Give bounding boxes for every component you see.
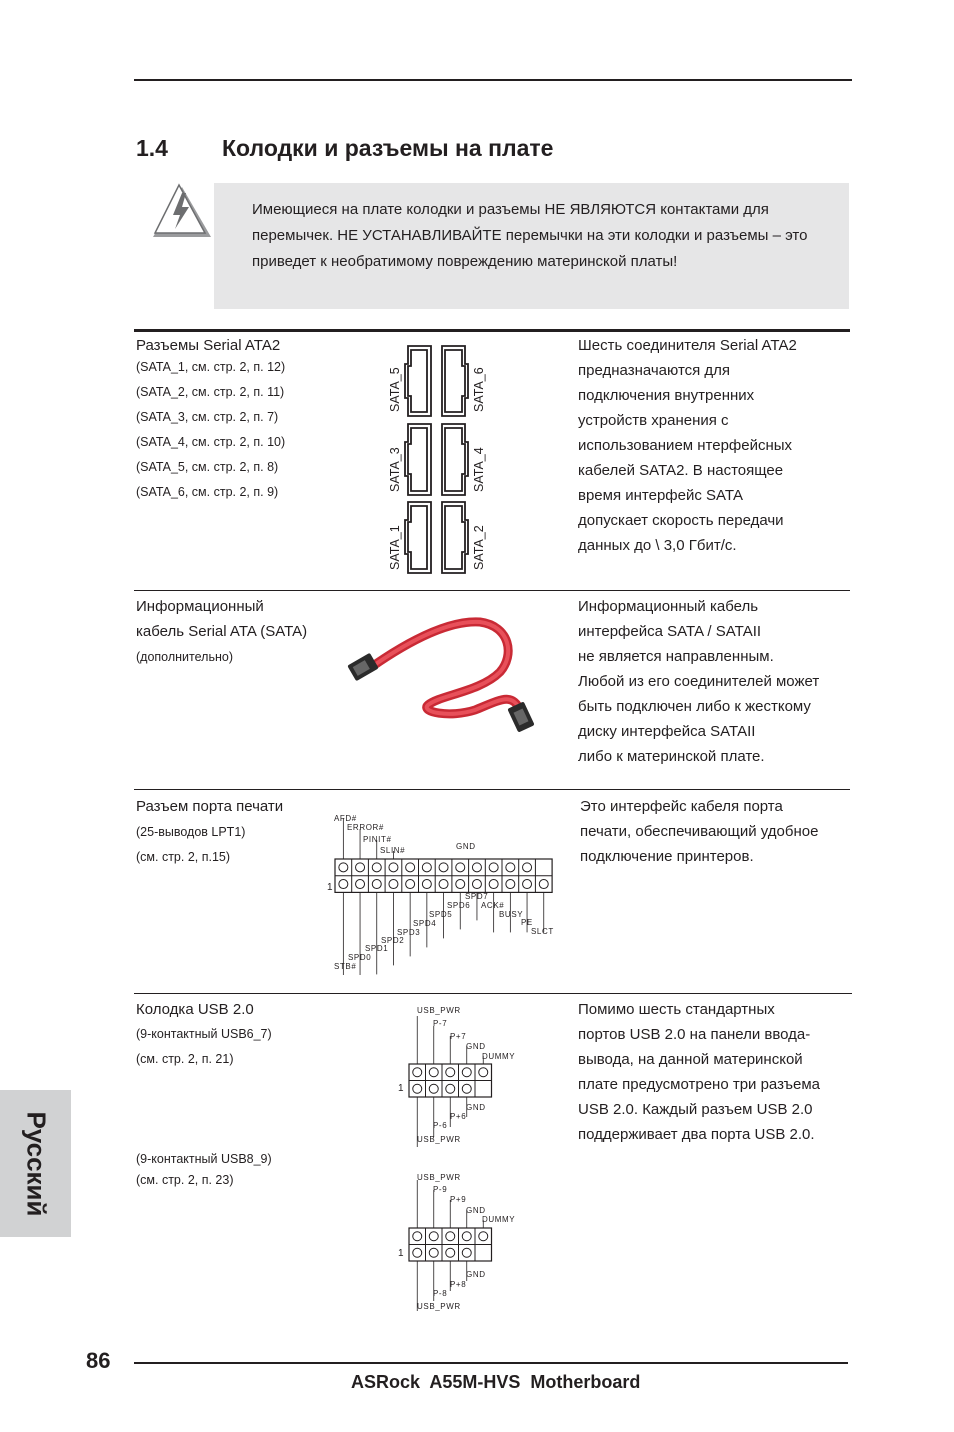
usb-pin xyxy=(462,1084,471,1093)
cable-title-1: Информационный xyxy=(136,598,264,615)
lpt-label-afd: AFD# xyxy=(334,814,357,823)
usb-pin xyxy=(413,1084,422,1093)
lpt-label-slin: SLIN# xyxy=(380,846,406,855)
lpt-pin xyxy=(339,863,348,872)
sata-cable-image xyxy=(340,600,560,750)
lpt-pin xyxy=(506,880,515,889)
usb-desc-line: поддерживает два порта USB 2.0. xyxy=(578,1126,815,1143)
usb-pin xyxy=(429,1232,438,1241)
lpt-pin xyxy=(489,863,498,872)
lpt-pin xyxy=(406,880,415,889)
usb-pin xyxy=(462,1248,471,1257)
lpt-pin xyxy=(372,880,381,889)
lpt-label-spd6: SPD6 xyxy=(447,901,471,910)
printer-ref-1: (25-выводов LPT1) xyxy=(136,825,246,839)
sata5-label: SATA_5 xyxy=(388,367,402,412)
lpt-pin xyxy=(439,880,448,889)
lpt-label-spd0: SPD0 xyxy=(348,953,372,962)
sata3-label: SATA_3 xyxy=(388,447,402,492)
cable-title-2: кабель Serial ATA (SATA) xyxy=(136,623,308,640)
usb-pin xyxy=(462,1232,471,1241)
footer-rule xyxy=(134,1362,848,1364)
usb-pin xyxy=(429,1068,438,1077)
usb-pin xyxy=(413,1232,422,1241)
usb-pin xyxy=(446,1232,455,1241)
section-rule xyxy=(134,329,850,332)
printer-desc-line: подключение принтеров. xyxy=(580,848,754,865)
lpt-pin xyxy=(489,880,498,889)
usb1-label-gnd-top: GND xyxy=(466,1042,486,1051)
usb2-label-p9p: P+9 xyxy=(450,1195,467,1204)
cable-description xyxy=(578,594,853,769)
usb2-label-pwr-bottom: USB_PWR xyxy=(417,1302,461,1311)
sata2-label: SATA_2 xyxy=(472,525,486,570)
language-tab-label: Русский xyxy=(21,1110,51,1217)
lpt-pin xyxy=(456,863,465,872)
cable-desc-line: Любой из его соединителей может xyxy=(578,673,820,690)
sata-connector-diagram xyxy=(378,340,498,580)
lpt-label-busy: BUSY xyxy=(499,910,524,919)
lpt-label-ack: ACK# xyxy=(481,901,505,910)
printer-ref-2: (см. стр. 2, п.15) xyxy=(136,850,231,864)
usb2-label-pwr-top: USB_PWR xyxy=(417,1173,461,1182)
usb1-pin-one: 1 xyxy=(398,1083,405,1094)
usb2-label-p8n: P-8 xyxy=(433,1289,448,1298)
usb2-label-p9n: P-9 xyxy=(433,1185,448,1194)
printer-description xyxy=(580,794,852,869)
usb1-label-gnd-bottom: GND xyxy=(466,1103,486,1112)
lpt-label-spd7: SPD7 xyxy=(465,892,489,901)
cable-desc-line: не является направленным. xyxy=(578,648,774,665)
lpt-pin xyxy=(523,863,532,872)
lpt-pin xyxy=(472,880,481,889)
usb-h2-ref-2: (см. стр. 2, п. 23) xyxy=(136,1173,234,1187)
lpt-pin xyxy=(539,880,548,889)
lpt-pin xyxy=(422,863,431,872)
sata-refs xyxy=(136,360,285,510)
usb-desc-line: вывода, на данной материнской xyxy=(578,1051,803,1068)
sata-desc-line: данных до \ 3,0 Гбит/с. xyxy=(578,537,737,554)
usb1-label-pwr-top: USB_PWR xyxy=(417,1006,461,1015)
sata-desc-line: предназначаются для xyxy=(578,362,731,379)
page-number: 86 xyxy=(86,1348,111,1373)
lpt-label-spd5: SPD5 xyxy=(429,910,453,919)
sata-desc-line: Шесть соединителя Serial ATA2 xyxy=(578,337,797,354)
usb-pin xyxy=(413,1068,422,1077)
usb-description xyxy=(578,997,853,1147)
usb2-pin-one: 1 xyxy=(398,1248,405,1259)
usb-h1-ref-2: (см. стр. 2, п. 21) xyxy=(136,1052,234,1066)
lpt-label-spd4: SPD4 xyxy=(413,919,437,928)
usb-header-2-diagram xyxy=(395,1170,535,1315)
lpt-pin xyxy=(372,863,381,872)
usb-pin xyxy=(462,1068,471,1077)
sata-ref: (SATA_6, см. стр. 2, п. 9) xyxy=(136,485,279,499)
lpt-pin xyxy=(406,863,415,872)
lpt-pin-one: 1 xyxy=(327,882,334,893)
usb-title: Колодка USB 2.0 xyxy=(136,1001,254,1018)
usb-pin xyxy=(429,1084,438,1093)
lpt-pin xyxy=(389,863,398,872)
usb-pin xyxy=(446,1068,455,1077)
sata-desc-line: кабелей SATA2. В настоящее xyxy=(578,462,784,479)
warning-text: Имеющиеся на плате колодки и разъемы НЕ ЯВЛЯЮТСЯ контактами для перемычек. НЕ УСТАНАВЛИВАЙТЕ перемычки на эти колодки и разъемы – это приведет к необратимому повреждению материнской платы! xyxy=(252,201,808,270)
usb2-label-p8p: P+8 xyxy=(450,1280,467,1289)
lpt-label-gnd: GND xyxy=(456,842,476,851)
usb-pin xyxy=(413,1248,422,1257)
lpt-label-spd2: SPD2 xyxy=(381,936,405,945)
usb1-label-dummy: DUMMY xyxy=(482,1052,516,1061)
lpt-pin xyxy=(356,880,365,889)
lpt-label-spd1: SPD1 xyxy=(365,944,389,953)
sata-desc-line: время интерфейс SATA xyxy=(578,487,743,504)
section-title: Колодки и разъемы на плате xyxy=(222,135,554,161)
usb-h2-ref-1: (9-контактный USB8_9) xyxy=(136,1152,272,1166)
usb1-label-pwr-bottom: USB_PWR xyxy=(417,1135,461,1144)
usb-pin xyxy=(429,1248,438,1257)
cable-desc-line: интерфейса SATA / SATAII xyxy=(578,623,762,640)
cable-connector-right xyxy=(507,701,534,732)
lpt-label-error: ERROR# xyxy=(347,823,384,832)
usb-desc-line: портов USB 2.0 на панели ввода- xyxy=(578,1026,811,1043)
sata-ref: (SATA_3, см. стр. 2, п. 7) xyxy=(136,410,279,424)
warning-lightning-icon xyxy=(153,183,215,241)
lpt-pin xyxy=(389,880,398,889)
lpt-label-spd3: SPD3 xyxy=(397,928,421,937)
sata-desc-line: подключения внутренних xyxy=(578,387,755,404)
sata-ref: (SATA_2, см. стр. 2, п. 11) xyxy=(136,385,285,399)
section-number: 1.4 xyxy=(136,135,168,161)
cable-desc-line: диску интерфейса SATAII xyxy=(578,723,756,740)
sata4-label: SATA_4 xyxy=(472,447,486,492)
lpt-header-diagram xyxy=(325,810,565,975)
cable-note: (дополнительно) xyxy=(136,650,233,664)
lpt-pin xyxy=(339,880,348,889)
lpt-pin xyxy=(439,863,448,872)
usb-pin xyxy=(479,1232,488,1241)
sata-ref: (SATA_1, см. стр. 2, п. 12) xyxy=(136,360,286,374)
usb-desc-line: Помимо шесть стандартных xyxy=(578,1001,775,1018)
language-tab xyxy=(0,1090,71,1237)
sata-ref: (SATA_5, см. стр. 2, п. 8) xyxy=(136,460,279,474)
printer-title: Разъем порта печати xyxy=(136,798,284,815)
usb2-label-dummy: DUMMY xyxy=(482,1215,516,1224)
top-rule xyxy=(134,79,852,81)
lpt-label-pinit: PINIT# xyxy=(363,835,392,844)
usb-h1-ref-1: (9-контактный USB6_7) xyxy=(136,1027,272,1041)
sata-title: Разъемы Serial ATA2 xyxy=(136,337,281,354)
sata6-label: SATA_6 xyxy=(472,367,486,412)
usb-desc-line: плате предусмотрено три разъема xyxy=(578,1076,821,1093)
usb-pin xyxy=(446,1248,455,1257)
divider xyxy=(134,590,850,591)
sata-ref: (SATA_4, см. стр. 2, п. 10) xyxy=(136,435,286,449)
divider xyxy=(134,993,852,994)
usb1-label-p6p: P+6 xyxy=(450,1112,467,1121)
usb-desc-line: USB 2.0. Каждый разъем USB 2.0 xyxy=(578,1101,813,1118)
sata-description xyxy=(578,333,850,558)
cable-desc-line: Информационный кабель xyxy=(578,598,759,615)
usb2-label-gnd-top: GND xyxy=(466,1206,486,1215)
sata-desc-line: допускает скорость передачи xyxy=(578,512,784,529)
lpt-label-pe: PE xyxy=(521,918,533,927)
cable-connector-left xyxy=(347,653,379,682)
usb1-label-p7p: P+7 xyxy=(450,1032,467,1041)
printer-desc-line: печати, обеспечивающий удобное xyxy=(580,823,819,840)
lpt-pin xyxy=(506,863,515,872)
lpt-pin xyxy=(356,863,365,872)
usb2-label-gnd-bottom: GND xyxy=(466,1270,486,1279)
divider xyxy=(134,789,850,790)
cable-desc-line: быть подключен либо к жесткому xyxy=(578,698,811,715)
lpt-label-slct: SLCT xyxy=(531,927,554,936)
footer-product: ASRock A55M-HVS Motherboard xyxy=(351,1372,641,1392)
sata-desc-line: устройств хранения с xyxy=(578,412,729,429)
lpt-pin xyxy=(472,863,481,872)
lpt-pin xyxy=(456,880,465,889)
usb1-label-p7n: P-7 xyxy=(433,1019,448,1028)
printer-desc-line: Это интерфейс кабеля порта xyxy=(580,798,783,815)
usb-header-1-diagram xyxy=(395,1000,535,1148)
sata-desc-line: использованием нтерфейсных xyxy=(578,437,793,454)
lpt-label-stb: STB# xyxy=(334,962,357,971)
lpt-pin xyxy=(523,880,532,889)
warning-note xyxy=(214,183,849,309)
sata1-label: SATA_1 xyxy=(388,525,402,570)
cable-desc-line: либо к материнской плате. xyxy=(578,748,765,765)
usb1-label-p6n: P-6 xyxy=(433,1121,448,1130)
usb-pin xyxy=(479,1068,488,1077)
usb-pin xyxy=(446,1084,455,1093)
lpt-pin xyxy=(422,880,431,889)
